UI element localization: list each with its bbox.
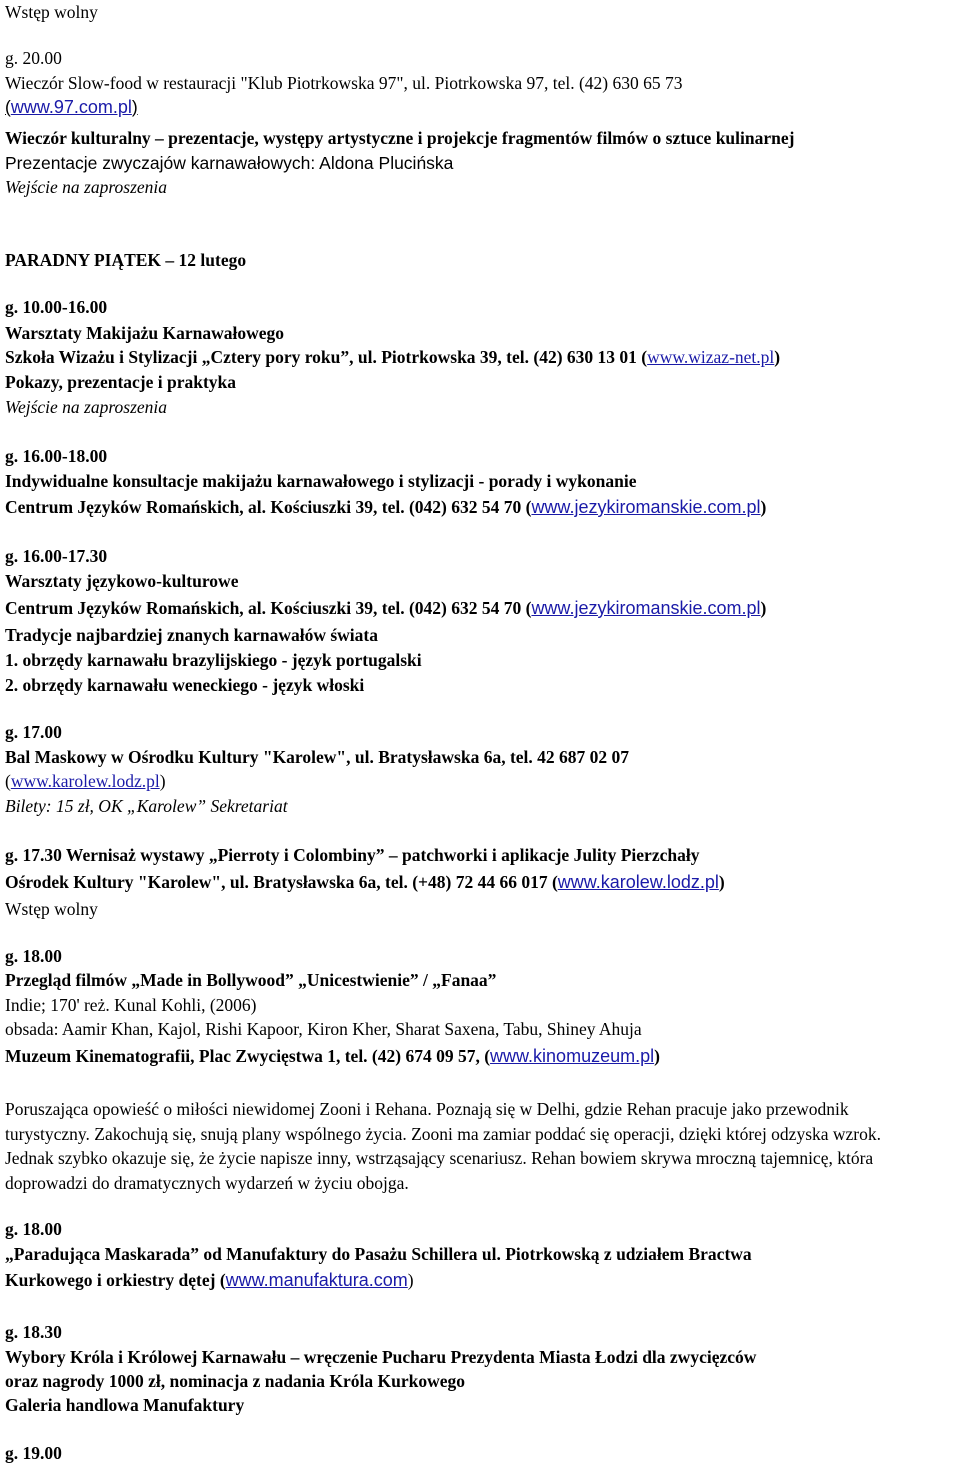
entry-note: Wstęp wolny [5,899,98,919]
title-part: Kurkowego i orkiestry dętej ( [5,1270,226,1290]
list-item: 2. obrzędy karnawału weneckiego - język włoski [5,675,365,695]
film-synopsis: Poruszająca opowieść o miłości niewidomej Zooni i Rehana. Poznają się w Delhi, gdzie Rehan pracuje jako przewodnik turystyczny. Zakochują się, snują plany wspólnego życia. Zooni ma zamiar poddać się operacji, dzięki której odzyska wzrok. Jednak szybko okazuje się, że życie napisze inny, wstrząsający scenariusz. Rehan bowiem skrywa mroczną tajemnicę, która doprowadzi do dramatycznych wydarzeń w życiu obojga. [5,1099,882,1193]
event-desc: Prezentacje zwyczajów karnawałowych: Aldona Plucińska [5,153,454,173]
event-venue [5,1045,660,1067]
venue-close: ) [760,497,767,517]
entry-note: Wejście na zaproszenia [5,177,168,197]
venue-text: Centrum Języków Romańskich, al. Kościuszki 39, tel. (042) 632 54 70 ( [5,598,532,618]
event-title: Przegląd filmów „Made in Bollywood” „Unicestwienie” / „Fanaa” [5,970,497,990]
kinomuzeum-link[interactable]: www.kinomuzeum.pl [490,1046,655,1066]
tickets-note: Bilety: 15 zł, OK „Karolew” Sekretariat [5,796,288,816]
venue-close: ) [654,1046,660,1066]
day-heading: PARADNY PIĄTEK – 12 lutego [5,250,247,270]
film-cast: obsada: Aamir Khan, Kajol, Rishi Kapoor, Kiron Kher, Sharat Saxena, Tabu, Shiney Ahuja [5,1019,642,1039]
event-venue [5,597,766,619]
karolew-link[interactable]: www.karolew.lodz.pl [557,872,719,892]
event-time: g. 18.30 [5,1322,62,1342]
venue-text: Muzeum Kinematografii, Plac Zwycięstwa 1, tel. (42) 674 09 57, ( [5,1046,491,1066]
event-venue [5,346,780,368]
event-time: g. 19.00 [5,1443,62,1463]
venue-close: ) [718,872,725,892]
event-link-line [5,96,138,118]
restaurant-link[interactable]: www.97.com.pl [10,97,132,117]
event-time: g. 10.00-16.00 [5,297,108,317]
event-title: Wieczór Slow-food w restauracji "Klub Piotrkowska 97", ul. Piotrkowska 97, tel. (42) 630 65 73 [5,73,683,93]
venue-close: ) [760,598,767,618]
link-close: ) [159,771,166,791]
event-title [5,1269,414,1291]
title-close: ) [407,1270,414,1290]
venue-text: Ośrodek Kultury "Karolew", ul. Bratysławska 6a, tel. (+48) 72 44 66 017 ( [5,872,558,892]
event-time: g. 18.00 [5,1219,62,1239]
event-title: „Paradująca Maskarada” od Manufaktury do Pasażu Schillera ul. Piotrkowską z udziałem Bractwa [5,1244,752,1264]
venue-text: Szkoła Wizażu i Stylizacji „Cztery pory roku”, ul. Piotrkowska 39, tel. (42) 630 13 01 ( [5,347,648,367]
venue-close: ) [774,347,781,367]
link-open: ( [5,97,11,117]
event-title: Bal Maskowy w Ośrodku Kultury "Karolew", ul. Bratysławska 6a, tel. 42 687 02 07 [5,747,630,767]
film-meta: Indie; 170' reż. Kunal Kohli, (2006) [5,995,257,1015]
event-time: g. 16.00-17.30 [5,546,108,566]
link-open: ( [5,771,11,791]
event-venue: Galeria handlowa Manufaktury [5,1395,245,1415]
manufaktura-link[interactable]: www.manufaktura.com [225,1270,408,1290]
event-title: Warsztaty językowo-kulturowe [5,571,239,591]
entry-note: Wejście na zaproszenia [5,397,168,417]
jezyki-link[interactable]: www.jezykiromanskie.com.pl [531,497,761,517]
event-time: g. 16.00-18.00 [5,446,108,466]
event-title: Indywidualne konsultacje makijażu karnawałowego i stylizacji - porady i wykonanie [5,471,637,491]
wizaz-link[interactable]: www.wizaz-net.pl [647,347,775,367]
karolew-link[interactable]: www.karolew.lodz.pl [10,771,160,791]
event-time: g. 18.00 [5,946,62,966]
event-link-line [5,770,166,792]
event-time: g. 20.00 [5,48,62,68]
jezyki-link[interactable]: www.jezykiromanskie.com.pl [531,598,761,618]
event-venue [5,871,725,893]
event-time: g. 17.00 [5,722,62,742]
event-desc: Pokazy, prezentacje i praktyka [5,372,237,392]
event-title: g. 17.30 Wernisaż wystawy „Pierroty i Colombiny” – patchworki i aplikacje Julity Pierzchały [5,845,700,865]
event-title: oraz nagrody 1000 zł, nominacja z nadania Króla Kurkowego [5,1371,466,1391]
event-venue [5,496,766,518]
event-desc: Wieczór kulturalny – prezentacje, występy artystyczne i projekcje fragmentów filmów o sztuce kulinarnej [5,128,795,148]
entry-note: Wstęp wolny [5,2,98,22]
event-desc: Tradycje najbardziej znanych karnawałów świata [5,625,378,645]
venue-text: Centrum Języków Romańskich, al. Kościuszki 39, tel. (042) 632 54 70 ( [5,497,532,517]
event-title: Warsztaty Makijażu Karnawałowego [5,323,284,343]
link-close: ) [131,97,138,117]
event-title: Wybory Króla i Królowej Karnawału – wręczenie Pucharu Prezydenta Miasta Łodzi dla zwycięzców [5,1347,757,1367]
list-item: 1. obrzędy karnawału brazylijskiego - język portugalski [5,650,422,670]
